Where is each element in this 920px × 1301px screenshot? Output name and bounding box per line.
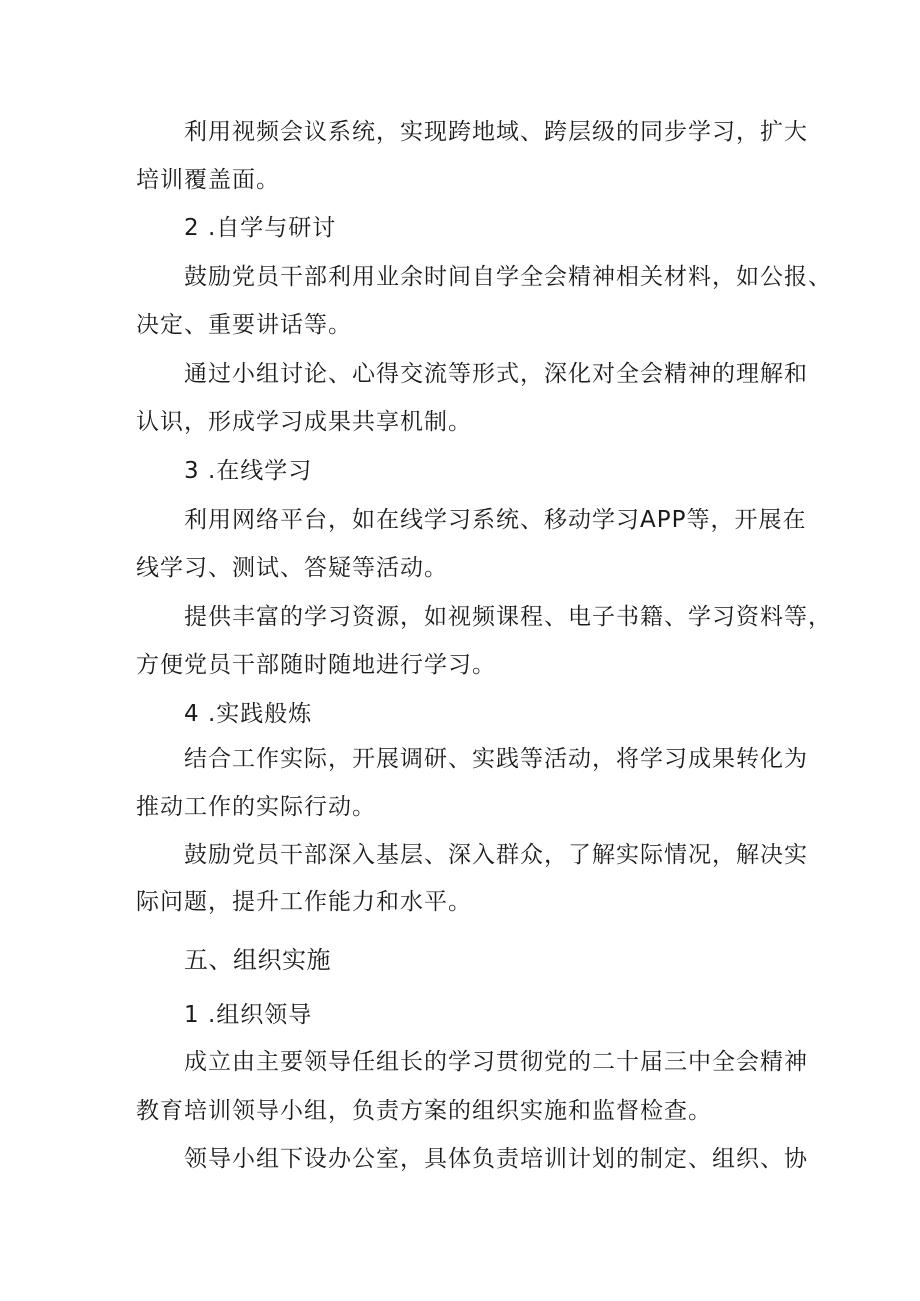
paragraph-line: 培训覆盖面。 bbox=[136, 167, 280, 193]
section-heading: 3 .在线学习 bbox=[184, 458, 313, 484]
paragraph-line: 提供丰富的学习资源，如视频课程、电子书籍、学习资料等， bbox=[184, 604, 832, 630]
paragraph-line: 际问题，提升工作能力和水平。 bbox=[136, 889, 472, 915]
paragraph-line: 鼓励党员干部利用业余时间自学全会精神相关材料，如公报、 bbox=[184, 264, 832, 290]
paragraph-line: 利用网络平台，如在线学习系统、移动学习APP等，开展在 bbox=[184, 507, 807, 533]
paragraph-line: 教育培训领导小组，负责方案的组织实施和监督检查。 bbox=[136, 1098, 712, 1124]
paragraph-line: 鼓励党员干部深入基层、深入群众，了解实际情况，解决实 bbox=[184, 842, 808, 868]
chapter-heading: 五、组织实施 bbox=[184, 946, 331, 974]
paragraph-line: 通过小组讨论、心得交流等形式，深化对全会精神的理解和 bbox=[184, 361, 808, 387]
section-heading: 4 .实践般炼 bbox=[184, 701, 313, 727]
paragraph-line: 推动工作的实际行动。 bbox=[136, 794, 376, 820]
paragraph-line: 方便党员干部随时随地进行学习。 bbox=[136, 652, 496, 678]
paragraph-line: 认识，形成学习成果共享机制。 bbox=[136, 409, 472, 435]
paragraph-line: 成立由主要领导任组长的学习贯彻党的二十届三中全会精神 bbox=[184, 1049, 808, 1075]
paragraph-line: 决定、重要讲话等。 bbox=[136, 312, 352, 338]
section-heading: 2 .自学与研讨 bbox=[184, 215, 337, 241]
paragraph-line: 结合工作实际，开展调研、实践等活动，将学习成果转化为 bbox=[184, 746, 808, 772]
paragraph-line: 利用视频会议系统，实现跨地域、跨层级的同步学习，扩大 bbox=[184, 119, 808, 145]
section-heading: 1 .组织领导 bbox=[184, 1002, 313, 1028]
paragraph-line: 领导小组下设办公室，具体负责培训计划的制定、组织、协 bbox=[184, 1146, 808, 1172]
paragraph-line: 线学习、测试、答疑等活动。 bbox=[136, 555, 448, 581]
